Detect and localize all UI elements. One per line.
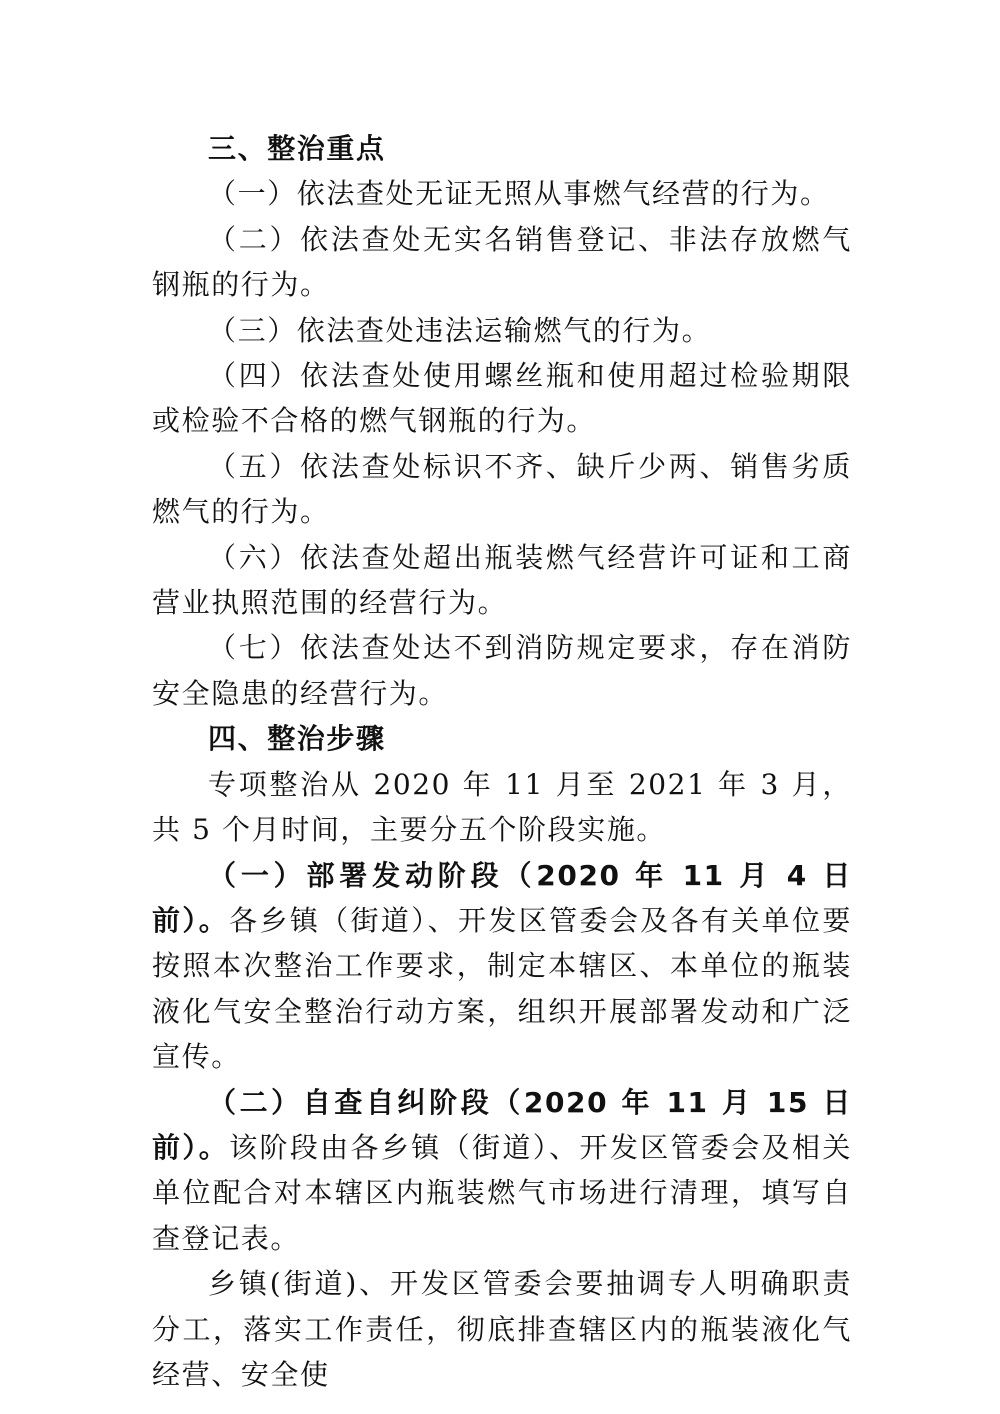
section-heading-steps: 四、整治步骤 (208, 722, 386, 756)
steps-intro: 专项整治从 2020 年 11 月至 2021 年 3 月，共 5 个月时间，主要分五个阶段实施。 (152, 767, 852, 847)
list-item: （五）依法查处标识不齐、缺斤少两、销售劣质燃气的行为。 (152, 449, 852, 529)
phase-title: （一）部署发动阶段（2020 年 11 月 4 日前）。 (152, 858, 852, 937)
list-item: （六）依法查处超出瓶装燃气经营许可证和工商营业执照范围的经营行为。 (152, 540, 852, 620)
phase-body: 各乡镇（街道）、开发区管委会及各有关单位要按照本次整治工作要求，制定本辖区、本单位的瓶装液化气安全整治行动方案，组织开展部署发动和广泛宣传。 (152, 903, 852, 1074)
list-item: （二）依法查处无实名销售登记、非法存放燃气钢瓶的行为。 (152, 222, 852, 302)
list-item: （七）依法查处达不到消防规定要求，存在消防安全隐患的经营行为。 (152, 631, 852, 710)
phase-paragraph (152, 853, 852, 1080)
phase-title: （二）自查自纠阶段（2020 年 11 月 15 日前）。 (152, 1085, 852, 1164)
list-item: （一）依法查处无证无照从事燃气经营的行为。 (208, 177, 830, 211)
list-item: （四）依法查处使用螺丝瓶和使用超过检验期限或检验不合格的燃气钢瓶的行为。 (152, 359, 852, 438)
list-item: （三）依法查处违法运输燃气的行为。 (208, 313, 712, 347)
section-heading-focus: 三、整治重点 (208, 132, 386, 165)
document-body (152, 126, 852, 1397)
phase-body: 该阶段由各乡镇（街道）、开发区管委会及相关单位配合对本辖区内瓶装燃气市场进行清理，填写自查登记表。 (152, 1130, 852, 1255)
phase-paragraph (152, 1080, 852, 1262)
body-paragraph: 乡镇(街道)、开发区管委会要抽调专人明确职责分工，落实工作责任，彻底排查辖区内的瓶装液化气经营、安全使 (152, 1267, 852, 1391)
